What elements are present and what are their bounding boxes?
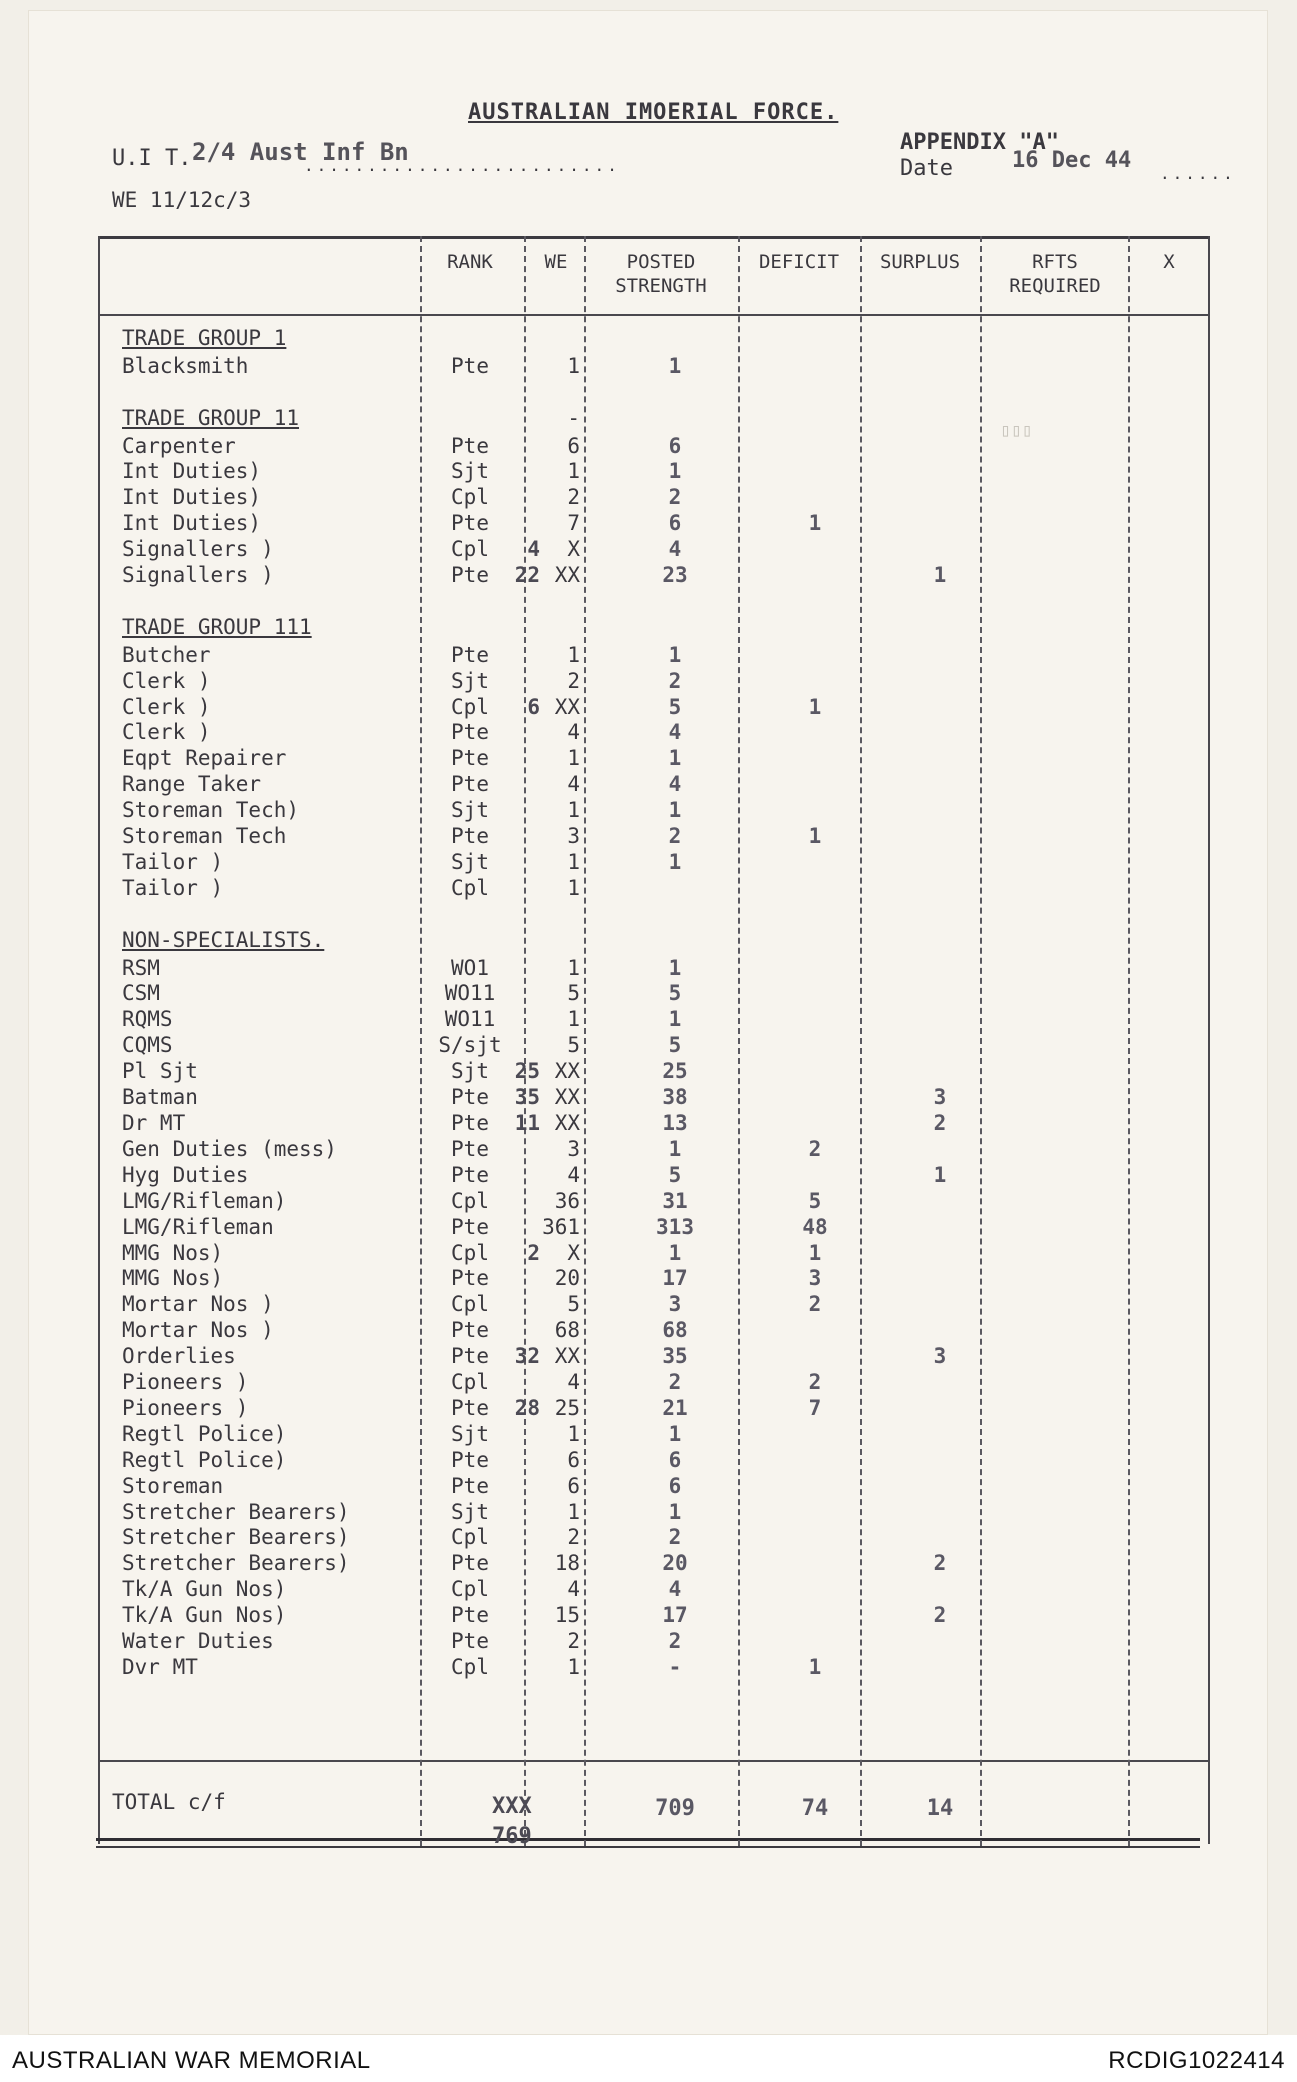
- row-posted-strength: 2: [668, 824, 682, 848]
- row-posted-strength: 23: [662, 563, 688, 587]
- row-posted-strength: 2: [668, 669, 682, 693]
- row-posted-strength: 2: [668, 485, 682, 509]
- row-we: 2: [567, 485, 580, 509]
- row-description: Int Duties): [122, 485, 262, 509]
- row-deficit: 1: [808, 824, 822, 848]
- row-posted-strength: 2: [668, 1370, 682, 1394]
- row-rank: Pte: [451, 1163, 489, 1187]
- row-posted-strength: 1: [668, 1422, 682, 1446]
- row-we-handwritten: 11: [514, 1111, 540, 1135]
- row-description: Pioneers ): [122, 1370, 249, 1394]
- row-posted-strength: 1: [668, 1137, 682, 1161]
- table-row: [0, 537, 1297, 563]
- row-we: 1: [567, 354, 580, 378]
- row-we: 1: [567, 956, 580, 980]
- row-description: Mortar Nos ): [122, 1318, 274, 1342]
- row-posted-strength: 21: [662, 1396, 688, 1420]
- row-description: Water Duties: [122, 1629, 274, 1653]
- row-description: CQMS: [122, 1033, 173, 1057]
- row-posted-strength: 5: [668, 1163, 682, 1187]
- row-posted-strength: 68: [662, 1318, 688, 1342]
- row-description: Storeman Tech): [122, 798, 300, 822]
- row-we: 1: [567, 876, 580, 900]
- table-row: [0, 1111, 1297, 1137]
- row-posted-strength: 20: [662, 1551, 688, 1575]
- row-rank: WO11: [444, 1007, 496, 1031]
- row-rank: Sjt: [451, 1422, 489, 1446]
- archive-footer: [0, 2035, 1297, 2082]
- header-deficit: DEFICIT: [758, 251, 840, 273]
- row-we-handwritten: 6: [527, 695, 540, 719]
- table-row: [0, 746, 1297, 772]
- row-we: 5: [567, 1292, 580, 1316]
- row-description: Blacksmith: [122, 354, 249, 378]
- row-description: TRADE GROUP 111: [122, 615, 312, 639]
- row-deficit: 1: [808, 1655, 822, 1679]
- header-rule: [98, 314, 1210, 316]
- row-rank: Pte: [451, 1085, 489, 1109]
- table-row: [0, 1007, 1297, 1033]
- row-rank: Pte: [451, 1474, 489, 1498]
- row-we: 25: [554, 1396, 580, 1420]
- table-row: [0, 876, 1297, 902]
- spacer-row: [0, 902, 1297, 928]
- table-row: [0, 1137, 1297, 1163]
- row-rank: Pte: [451, 354, 489, 378]
- table-row: [0, 1318, 1297, 1344]
- row-deficit: 7: [808, 1396, 822, 1420]
- row-rank: Sjt: [451, 669, 489, 693]
- row-posted-strength: 31: [662, 1189, 688, 1213]
- table-row: [0, 1241, 1297, 1267]
- row-description: CSM: [122, 981, 160, 1005]
- table-row: [0, 1474, 1297, 1500]
- table-row: [0, 1603, 1297, 1629]
- row-description: Tailor ): [122, 876, 224, 900]
- row-rank: Cpl: [451, 1292, 489, 1316]
- row-rank: Cpl: [451, 1525, 489, 1549]
- table-row: [0, 772, 1297, 798]
- row-posted-strength: 17: [662, 1266, 688, 1290]
- row-we: 1: [567, 746, 580, 770]
- row-description: Tk/A Gun Nos): [122, 1603, 287, 1627]
- row-we: XX: [554, 1344, 580, 1368]
- row-deficit: 1: [808, 511, 822, 535]
- bottom-rule: [96, 1838, 1200, 1841]
- bleed-through-text: ▯▯▯: [1000, 420, 1033, 441]
- header-x: X: [1163, 251, 1175, 273]
- table-row: [0, 1448, 1297, 1474]
- row-we: 3: [567, 1137, 580, 1161]
- row-posted-strength: 5: [668, 1033, 682, 1057]
- footer-source: AUSTRALIAN WAR MEMORIAL: [12, 2047, 371, 2074]
- row-posted-strength: 3: [668, 1292, 682, 1316]
- row-posted-strength: 4: [668, 1577, 682, 1601]
- row-posted-strength: 1: [668, 459, 682, 483]
- row-we: XX: [554, 695, 580, 719]
- row-surplus: 2: [933, 1603, 947, 1627]
- total-we-struck: XXX: [492, 1794, 532, 1819]
- row-we: 4: [567, 1577, 580, 1601]
- row-we-handwritten: 25: [514, 1059, 540, 1083]
- bottom-rule-double: [96, 1846, 1200, 1848]
- row-rank: Cpl: [451, 485, 489, 509]
- total-posted: 709: [655, 1796, 695, 1821]
- row-description: Signallers ): [122, 563, 274, 587]
- row-description: RSM: [122, 956, 160, 980]
- row-description: Eqpt Repairer: [122, 746, 287, 770]
- row-we: 3: [567, 824, 580, 848]
- row-posted-strength: 1: [668, 850, 682, 874]
- row-posted-strength: 25: [662, 1059, 688, 1083]
- row-rank: Pte: [451, 824, 489, 848]
- row-description: Regtl Police): [122, 1422, 287, 1446]
- document-title: AUSTRALIAN IMOERIAL FORCE.: [468, 100, 839, 125]
- row-posted-strength: 313: [656, 1215, 694, 1239]
- unit-dots: .........................: [304, 156, 620, 175]
- table-row: [0, 981, 1297, 1007]
- row-deficit: 1: [808, 695, 822, 719]
- row-rank: Pte: [451, 1551, 489, 1575]
- row-we: 2: [567, 1525, 580, 1549]
- row-we: 15: [554, 1603, 580, 1627]
- row-description: RQMS: [122, 1007, 173, 1031]
- row-description: Mortar Nos ): [122, 1292, 274, 1316]
- row-posted-strength: 1: [668, 746, 682, 770]
- row-description: MMG Nos): [122, 1241, 224, 1265]
- row-posted-strength: 6: [668, 434, 682, 458]
- row-we: 4: [567, 772, 580, 796]
- row-description: Storeman Tech: [122, 824, 287, 848]
- header-we: WE: [544, 251, 568, 273]
- spacer-row: [0, 589, 1297, 615]
- row-we-handwritten: 2: [527, 1241, 540, 1265]
- row-we: 361: [542, 1215, 580, 1239]
- table-row: [0, 1500, 1297, 1526]
- table-row: [0, 1163, 1297, 1189]
- row-description: Orderlies: [122, 1344, 236, 1368]
- row-rank: Pte: [451, 720, 489, 744]
- row-description: Stretcher Bearers): [122, 1500, 350, 1524]
- row-rank: Sjt: [451, 1500, 489, 1524]
- row-rank: Sjt: [451, 798, 489, 822]
- section-heading-row: [0, 928, 1297, 954]
- row-deficit: 1: [808, 1241, 822, 1265]
- row-rank: Sjt: [451, 850, 489, 874]
- row-we: 1: [567, 459, 580, 483]
- row-rank: Cpl: [451, 1189, 489, 1213]
- row-description: Butcher: [122, 643, 211, 667]
- row-we: X: [567, 537, 580, 561]
- row-we: 5: [567, 1033, 580, 1057]
- row-we: XX: [554, 1085, 580, 1109]
- row-rank: WO1: [451, 956, 489, 980]
- row-description: Storeman: [122, 1474, 224, 1498]
- header-surplus: SURPLUS: [879, 251, 961, 273]
- table-row: [0, 1215, 1297, 1241]
- row-deficit: 2: [808, 1137, 822, 1161]
- table-row: [0, 669, 1297, 695]
- row-posted-strength: 1: [668, 1241, 682, 1265]
- table-row: [0, 1370, 1297, 1396]
- table-row: [0, 643, 1297, 669]
- row-posted-strength: 5: [668, 981, 682, 1005]
- row-rank: Cpl: [451, 537, 489, 561]
- row-we: 1: [567, 1422, 580, 1446]
- row-description: Batman: [122, 1085, 198, 1109]
- row-we: 1: [567, 850, 580, 874]
- row-description: TRADE GROUP 11: [122, 406, 300, 430]
- row-posted-strength: 4: [668, 537, 682, 561]
- row-rank: Pte: [451, 1344, 489, 1368]
- row-we: 36: [554, 1189, 580, 1213]
- row-posted-strength: 1: [668, 1007, 682, 1031]
- we-reference: WE 11/12c/3: [112, 188, 252, 212]
- row-description: Carpenter: [122, 434, 236, 458]
- row-we: 1: [567, 1007, 580, 1031]
- row-we-handwritten: 32: [514, 1344, 540, 1368]
- row-we: 6: [567, 1474, 580, 1498]
- table-row: [0, 485, 1297, 511]
- row-posted-strength: 1: [668, 354, 682, 378]
- table-row: [0, 1396, 1297, 1422]
- row-we: 18: [554, 1551, 580, 1575]
- row-we: 4: [567, 720, 580, 744]
- row-posted-strength: 6: [668, 511, 682, 535]
- total-deficit: 74: [801, 1796, 829, 1821]
- row-we-handwritten: 22: [514, 563, 540, 587]
- row-rank: Pte: [451, 1318, 489, 1342]
- row-deficit: 48: [802, 1215, 828, 1239]
- header-rank: RANK: [447, 251, 493, 273]
- footer-id: RCDIG1022414: [1108, 2047, 1285, 2074]
- row-posted-strength: -: [668, 1655, 682, 1679]
- row-posted-strength: 4: [668, 720, 682, 744]
- row-surplus: 3: [933, 1344, 947, 1368]
- row-rank: Pte: [451, 1215, 489, 1239]
- row-description: Pioneers ): [122, 1396, 249, 1420]
- row-deficit: 3: [808, 1266, 822, 1290]
- row-rank: Pte: [451, 1111, 489, 1135]
- row-we: XX: [554, 1111, 580, 1135]
- date-dots: ......: [1160, 164, 1236, 183]
- row-we: 5: [567, 981, 580, 1005]
- row-rank: Cpl: [451, 876, 489, 900]
- row-we: 6: [567, 1448, 580, 1472]
- row-deficit: 5: [808, 1189, 822, 1213]
- row-we: 1: [567, 798, 580, 822]
- row-description: Clerk ): [122, 695, 211, 719]
- row-description: Dr MT: [122, 1111, 186, 1135]
- row-posted-strength: 4: [668, 772, 682, 796]
- row-surplus: 1: [933, 1163, 947, 1187]
- row-rank: Pte: [451, 772, 489, 796]
- row-description: Tk/A Gun Nos): [122, 1577, 287, 1601]
- total-label: TOTAL c/f: [112, 1790, 226, 1814]
- row-surplus: 2: [933, 1551, 947, 1575]
- row-we-handwritten: 4: [527, 537, 540, 561]
- table-row: [0, 1551, 1297, 1577]
- row-we: 68: [554, 1318, 580, 1342]
- row-rank: Pte: [451, 1629, 489, 1653]
- date-label: Date: [900, 156, 953, 181]
- row-description: Gen Duties (mess): [122, 1137, 337, 1161]
- table-row: [0, 1655, 1297, 1681]
- table-row: [0, 1059, 1297, 1085]
- row-description: Stretcher Bearers): [122, 1551, 350, 1575]
- table-row: [0, 1033, 1297, 1059]
- row-we: 1: [567, 1500, 580, 1524]
- row-we: 20: [554, 1266, 580, 1290]
- row-rank: Cpl: [451, 1241, 489, 1265]
- row-surplus: 1: [933, 563, 947, 587]
- row-posted-strength: 17: [662, 1603, 688, 1627]
- table-row: [0, 720, 1297, 746]
- row-we: 1: [567, 643, 580, 667]
- row-rank: WO11: [444, 981, 496, 1005]
- table-row: [0, 695, 1297, 721]
- table-row: [0, 1629, 1297, 1655]
- row-rank: S/sjt: [438, 1033, 502, 1057]
- table-row: [0, 798, 1297, 824]
- unit-value: 2/4 Aust Inf Bn: [192, 138, 409, 166]
- table-row: [0, 459, 1297, 485]
- row-rank: Pte: [451, 1448, 489, 1472]
- row-description: NON-SPECIALISTS.: [122, 928, 325, 952]
- row-rank: Pte: [451, 434, 489, 458]
- row-we: 7: [567, 511, 580, 535]
- section-heading-row: [0, 406, 1297, 432]
- row-description: LMG/Rifleman: [122, 1215, 274, 1239]
- table-row: [0, 956, 1297, 982]
- row-rank: Pte: [451, 1396, 489, 1420]
- total-rule: [98, 1760, 1210, 1762]
- row-rank: Cpl: [451, 1655, 489, 1679]
- row-description: Stretcher Bearers): [122, 1525, 350, 1549]
- row-surplus: 3: [933, 1085, 947, 1109]
- row-posted-strength: 38: [662, 1085, 688, 1109]
- table-row: [0, 1266, 1297, 1292]
- row-posted-strength: 1: [668, 1500, 682, 1524]
- row-posted-strength: 1: [668, 643, 682, 667]
- row-we: XX: [554, 1059, 580, 1083]
- row-rank: Cpl: [451, 1370, 489, 1394]
- table-row: [0, 1525, 1297, 1551]
- row-rank: Pte: [451, 1266, 489, 1290]
- row-description: Clerk ): [122, 669, 211, 693]
- row-posted-strength: 2: [668, 1525, 682, 1549]
- row-we: 4: [567, 1163, 580, 1187]
- row-description: Signallers ): [122, 537, 274, 561]
- row-we-handwritten: 28: [514, 1396, 540, 1420]
- header-posted-strength: POSTED STRENGTH: [615, 251, 707, 297]
- row-description: Clerk ): [122, 720, 211, 744]
- table-row: [0, 1344, 1297, 1370]
- row-rank: Cpl: [451, 695, 489, 719]
- row-description: Regtl Police): [122, 1448, 287, 1472]
- row-rank: Pte: [451, 1137, 489, 1161]
- row-rank: Pte: [451, 563, 489, 587]
- row-deficit: 2: [808, 1370, 822, 1394]
- spacer-row: [0, 380, 1297, 406]
- row-we: X: [567, 1241, 580, 1265]
- row-we: 6: [567, 434, 580, 458]
- row-posted-strength: 2: [668, 1629, 682, 1653]
- row-posted-strength: 13: [662, 1111, 688, 1135]
- row-rank: Pte: [451, 1603, 489, 1627]
- row-posted-strength: 1: [668, 798, 682, 822]
- table-row: [0, 1189, 1297, 1215]
- row-description: Pl Sjt: [122, 1059, 198, 1083]
- table-row: [0, 354, 1297, 380]
- row-description: TRADE GROUP 1: [122, 326, 287, 350]
- section-heading-row: [0, 326, 1297, 352]
- row-posted-strength: 6: [668, 1448, 682, 1472]
- row-rank: Cpl: [451, 1577, 489, 1601]
- row-rank: Sjt: [451, 459, 489, 483]
- row-rank: Pte: [451, 746, 489, 770]
- row-we: 1: [567, 1655, 580, 1679]
- row-description: LMG/Rifleman): [122, 1189, 287, 1213]
- header-rfts-required: RFTS REQUIRED: [1009, 251, 1101, 297]
- row-description: Int Duties): [122, 459, 262, 483]
- table-row: [0, 1577, 1297, 1603]
- appendix-label: APPENDIX "A": [900, 130, 1059, 155]
- row-rank: Pte: [451, 643, 489, 667]
- row-description: Tailor ): [122, 850, 224, 874]
- table-row: [0, 850, 1297, 876]
- row-posted-strength: 6: [668, 1474, 682, 1498]
- row-we: 2: [567, 1629, 580, 1653]
- table-row: [0, 563, 1297, 589]
- table-row: [0, 511, 1297, 537]
- table-row: [0, 434, 1297, 460]
- table-row: [0, 1292, 1297, 1318]
- row-deficit: 2: [808, 1292, 822, 1316]
- row-posted-strength: 35: [662, 1344, 688, 1368]
- table-row: [0, 1085, 1297, 1111]
- row-posted-strength: 5: [668, 695, 682, 719]
- row-description: Int Duties): [122, 511, 262, 535]
- section-heading-row: [0, 615, 1297, 641]
- row-description: MMG Nos): [122, 1266, 224, 1290]
- row-rank: Sjt: [451, 1059, 489, 1083]
- row-we: 2: [567, 669, 580, 693]
- unit-label: U.I T.: [112, 146, 192, 171]
- total-surplus: 14: [926, 1796, 954, 1821]
- row-description: Hyg Duties: [122, 1163, 249, 1187]
- row-we-handwritten: 35: [514, 1085, 540, 1109]
- table-row: [0, 824, 1297, 850]
- row-we: XX: [554, 563, 580, 587]
- row-description: Dvr MT: [122, 1655, 198, 1679]
- row-surplus: 2: [933, 1111, 947, 1135]
- row-posted-strength: 1: [668, 956, 682, 980]
- row-we: 4: [567, 1370, 580, 1394]
- table-row: [0, 1422, 1297, 1448]
- row-we: -: [567, 406, 580, 430]
- date-value: 16 Dec 44: [1012, 148, 1132, 173]
- row-rank: Pte: [451, 511, 489, 535]
- row-description: Range Taker: [122, 772, 262, 796]
- total-we: 769: [492, 1824, 532, 1849]
